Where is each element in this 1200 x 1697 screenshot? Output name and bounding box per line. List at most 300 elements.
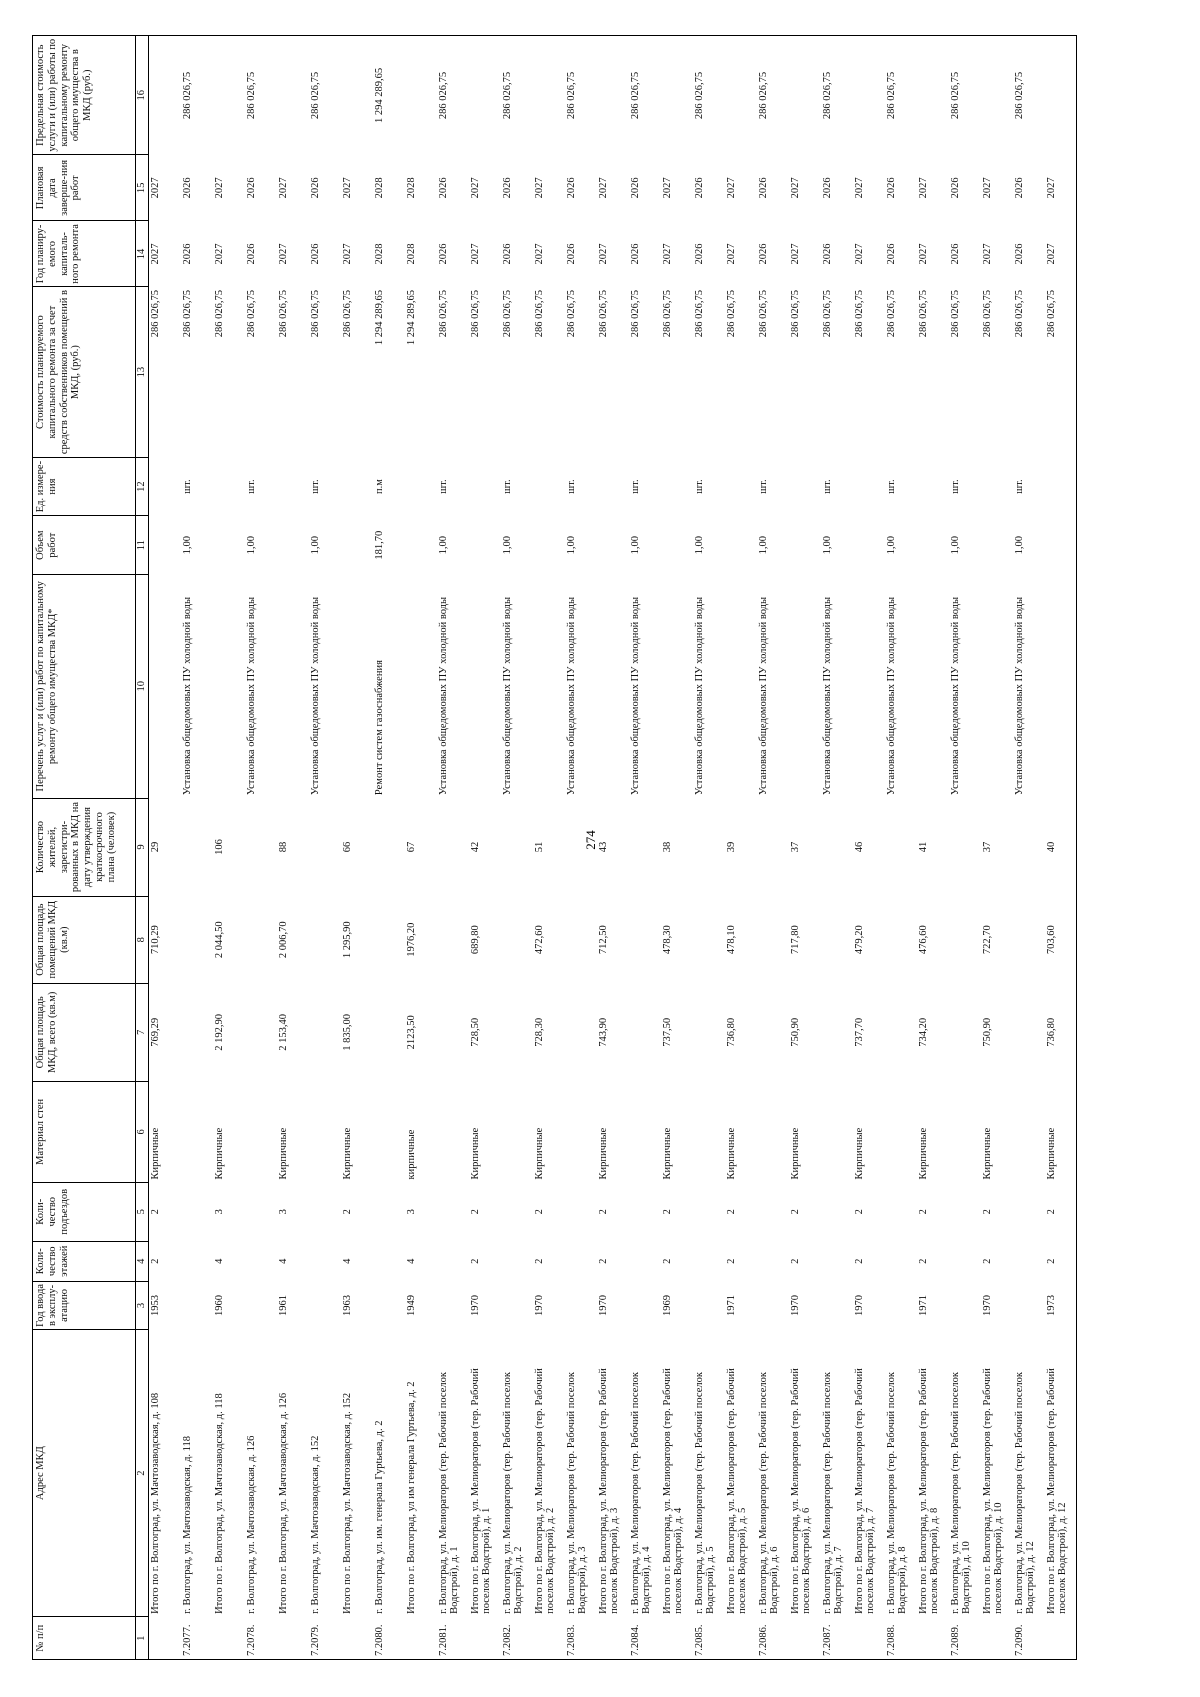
cell-completion-date: 2026 xyxy=(565,177,577,199)
cell-completion-date: 2027 xyxy=(725,177,737,199)
cell-address: г. Волгоград, ул. Мелиораторов (тер. Рабочий поселок Водстрой), д. 2 xyxy=(501,1372,525,1614)
cell-work-volume xyxy=(277,516,309,575)
cell-entrances xyxy=(949,1182,981,1241)
cell-works-list: Установка общедомовых ПУ холодной воды xyxy=(629,596,641,796)
cell-total-area xyxy=(821,983,853,1081)
cell-total-area: 2 153,40 xyxy=(277,1013,289,1051)
cell-residents xyxy=(757,798,789,896)
cell-completion-date: 2027 xyxy=(597,177,609,199)
cell-cost: 286 026,75 xyxy=(213,289,225,338)
cell-number xyxy=(789,1617,821,1660)
cell-unit xyxy=(277,457,309,516)
cell-cost: 1 294 289,65 xyxy=(405,289,417,346)
cell-number: 7.2077. xyxy=(181,1617,213,1660)
cell-works-list xyxy=(597,574,629,798)
cell-total-area: 728,30 xyxy=(533,1017,545,1047)
cell-max-cost xyxy=(341,36,373,155)
header-cell-number: № п/п xyxy=(33,1617,136,1660)
cell-address: Итого по г. Волгоград, ул. Мелиораторов (тер. Рабочий поселок Водстрой), д. 7 xyxy=(853,1368,877,1614)
table-row xyxy=(789,36,821,1660)
column-number: 1 xyxy=(136,1617,149,1660)
cell-cost: 286 026,75 xyxy=(661,289,673,338)
header-cell-floors: Коли-чество этажей xyxy=(33,1241,136,1281)
cell-cost: 286 026,75 xyxy=(565,289,577,338)
cell-completion-date: 2027 xyxy=(1045,155,1077,221)
table-row xyxy=(373,36,405,1660)
cell-unit: шт. xyxy=(693,479,705,494)
cell-address: Итого по г. Волгоград, ул. Мелиораторов (тер. Рабочий поселок Водстрой), д. 6 xyxy=(789,1368,813,1614)
cell-repair-year: 2026 xyxy=(629,243,641,265)
header-cell-completion-date: Плановая дата заверше-ния работ xyxy=(33,155,136,221)
cell-repair-year: 2026 xyxy=(949,243,961,265)
cell-unit: п.м xyxy=(373,479,385,495)
cell-works-list xyxy=(661,574,693,798)
cell-floors xyxy=(1013,1241,1045,1281)
cell-repair-year: 2027 xyxy=(597,243,609,265)
cell-premises-area xyxy=(565,896,597,983)
cell-completion-date: 2027 xyxy=(661,177,673,199)
cell-entrances xyxy=(373,1182,405,1241)
cell-works-list: Установка общедомовых ПУ холодной воды xyxy=(757,596,769,796)
cell-repair-year: 2027 xyxy=(917,243,929,265)
header-cell-residents: Количество жителей, зарегистри-рованных в МКД на дату утверждения краткосрочного плана (человек) xyxy=(33,798,136,896)
cell-year-built xyxy=(245,1281,277,1329)
cell-completion-date: 2026 xyxy=(821,177,833,199)
cell-repair-year: 2026 xyxy=(309,243,321,265)
cell-work-volume: 1,00 xyxy=(181,535,193,555)
cell-completion-date: 2026 xyxy=(885,177,897,199)
cell-residents: 67 xyxy=(405,841,417,853)
cell-floors xyxy=(565,1241,597,1281)
cell-work-volume: 1,00 xyxy=(821,535,833,555)
cell-cost: 286 026,75 xyxy=(1013,289,1025,338)
cell-residents xyxy=(949,798,981,896)
cell-max-cost xyxy=(661,36,693,155)
header-cell-work-volume: Объем работ xyxy=(33,516,136,575)
cell-address: г. Волгоград, ул. Мачтозаводская, д. 118 xyxy=(181,1435,193,1614)
cell-works-list xyxy=(213,574,245,798)
cell-address: г. Волгоград, ул. Мелиораторов (тер. Рабочий поселок Водстрой), д. 7 xyxy=(821,1372,845,1614)
cell-year-built xyxy=(885,1281,917,1329)
cell-max-cost xyxy=(789,36,821,155)
cell-work-volume: 1,00 xyxy=(1013,535,1025,555)
cell-premises-area: 712,50 xyxy=(597,925,609,955)
cell-floors: 2 xyxy=(661,1258,673,1264)
cell-total-area xyxy=(1013,983,1045,1081)
cell-unit: шт. xyxy=(565,479,577,494)
cell-entrances: 2 xyxy=(469,1209,481,1215)
cell-cost: 286 026,75 xyxy=(949,289,961,338)
column-number: 15 xyxy=(136,155,149,221)
cell-premises-area xyxy=(693,896,725,983)
cell-total-area xyxy=(437,983,469,1081)
cell-number xyxy=(917,1617,949,1660)
cell-number: 7.2088. xyxy=(885,1617,917,1660)
cell-residents xyxy=(437,798,469,896)
cell-works-list xyxy=(533,574,565,798)
cell-max-cost xyxy=(853,36,885,155)
cell-works-list xyxy=(981,574,1013,798)
cell-entrances xyxy=(821,1182,853,1241)
table-row xyxy=(245,36,277,1660)
cell-works-list: Установка общедомовых ПУ холодной воды xyxy=(501,596,513,796)
cell-work-volume: 1,00 xyxy=(501,535,513,555)
table-row xyxy=(181,36,213,1660)
cell-residents: 66 xyxy=(341,841,353,853)
cell-cost: 286 026,75 xyxy=(821,289,833,338)
cell-premises-area: 710,29 xyxy=(150,925,161,955)
cell-works-list: Установка общедомовых ПУ холодной воды xyxy=(437,596,449,796)
cell-unit xyxy=(533,457,565,516)
cell-number xyxy=(149,1617,181,1660)
cell-work-volume: 1,00 xyxy=(245,535,257,555)
cell-year-built xyxy=(373,1281,405,1329)
cell-work-volume: 1,00 xyxy=(949,535,961,555)
header-cell-max-cost: Предельная стоимость услуги и (или) работы по капитальному ремонту общего имущества в МКД (руб.) xyxy=(33,36,136,155)
cell-work-volume xyxy=(469,516,501,575)
cell-number xyxy=(213,1617,245,1660)
cell-max-cost: 286 026,75 xyxy=(693,36,725,155)
cell-cost: 286 026,75 xyxy=(245,289,257,338)
cell-floors xyxy=(693,1241,725,1281)
cell-cost: 286 026,75 xyxy=(597,289,609,338)
cell-work-volume xyxy=(981,516,1013,575)
cell-wall-material: Кирпичные xyxy=(277,1127,289,1180)
cell-entrances xyxy=(1013,1182,1045,1241)
cell-number xyxy=(469,1617,501,1660)
cell-max-cost xyxy=(981,36,1013,155)
cell-repair-year: 2027 xyxy=(213,243,225,265)
cell-unit xyxy=(149,457,181,516)
cell-completion-date: 2026 xyxy=(245,177,257,199)
cell-completion-date: 2027 xyxy=(213,177,225,199)
cell-year-built: 1960 xyxy=(213,1294,225,1316)
cell-cost: 286 026,75 xyxy=(181,289,193,338)
cell-premises-area xyxy=(757,896,789,983)
cell-premises-area: 1 295,90 xyxy=(341,921,353,959)
cell-floors xyxy=(885,1241,917,1281)
table-row xyxy=(501,36,533,1660)
cell-number: 7.2083. xyxy=(565,1617,597,1660)
cell-unit xyxy=(405,457,437,516)
cell-works-list xyxy=(149,574,181,798)
cell-total-area: 750,90 xyxy=(789,1017,801,1047)
cell-completion-date: 2026 xyxy=(757,177,769,199)
cell-year-built: 1949 xyxy=(405,1294,417,1316)
column-number: 7 xyxy=(136,983,149,1081)
cell-total-area: 750,90 xyxy=(981,1017,993,1047)
cell-address: г. Волгоград, ул. Мачтозаводская, д. 152 xyxy=(309,1435,321,1614)
cell-max-cost: 286 026,75 xyxy=(885,36,917,155)
cell-work-volume: 1,00 xyxy=(757,535,769,555)
cell-repair-year: 2027 xyxy=(341,243,353,265)
cell-residents xyxy=(1013,798,1045,896)
cell-work-volume: 1,00 xyxy=(629,535,641,555)
table-row xyxy=(1045,36,1077,1660)
header-cell-works-list: Перечень услуг и (или) работ по капитальному ремонту общего имущества МКД* xyxy=(33,574,136,798)
cell-wall-material: Кирпичные xyxy=(725,1127,737,1180)
cell-floors: 4 xyxy=(213,1258,225,1264)
cell-work-volume xyxy=(789,516,821,575)
cell-premises-area: 479,20 xyxy=(853,925,865,955)
cell-address: Итого по г. Волгоград, ул. Мелиораторов (тер. Рабочий поселок Водстрой), д. 3 xyxy=(597,1368,621,1614)
cell-residents xyxy=(565,798,597,896)
cell-unit: шт. xyxy=(181,479,193,494)
cell-completion-date: 2027 xyxy=(789,177,801,199)
cell-completion-date: 2027 xyxy=(277,177,289,199)
cell-wall-material xyxy=(693,1081,725,1182)
page-number: 274 xyxy=(583,830,598,850)
cell-max-cost: 286 026,75 xyxy=(565,36,597,155)
cell-cost: 286 026,75 xyxy=(981,289,993,338)
cell-work-volume xyxy=(149,516,181,575)
cell-address: Итого по г. Волгоград, ул. Мелиораторов (тер. Рабочий поселок Водстрой), д. 4 xyxy=(661,1368,685,1614)
cell-unit xyxy=(1045,457,1077,516)
cell-completion-date: 2027 xyxy=(469,177,481,199)
cell-floors xyxy=(949,1241,981,1281)
cell-floors: 2 xyxy=(533,1258,545,1264)
cell-premises-area: 703,60 xyxy=(1045,896,1077,983)
cell-entrances: 2 xyxy=(789,1209,801,1215)
cell-entrances: 2 xyxy=(917,1209,929,1215)
cell-year-built: 1971 xyxy=(725,1294,737,1316)
cell-cost: 286 026,75 xyxy=(885,289,897,338)
cell-residents xyxy=(309,798,341,896)
cell-cost: 286 026,75 xyxy=(277,289,289,338)
cell-repair-year: 2026 xyxy=(757,243,769,265)
cell-year-built: 1969 xyxy=(661,1294,673,1316)
cell-entrances xyxy=(885,1182,917,1241)
column-number: 13 xyxy=(136,287,149,457)
cell-max-cost xyxy=(725,36,757,155)
cell-completion-date: 2026 xyxy=(181,177,193,199)
cell-unit xyxy=(725,457,757,516)
header-cell-unit: Ед. измере-ния xyxy=(33,457,136,516)
cell-repair-year: 2026 xyxy=(693,243,705,265)
cell-premises-area xyxy=(1013,896,1045,983)
cell-unit: шт. xyxy=(629,479,641,494)
cell-entrances: 3 xyxy=(277,1209,289,1215)
cell-entrances xyxy=(693,1182,725,1241)
table-row xyxy=(629,36,661,1660)
cell-address: Итого по г. Волгоград, ул им генерала Гуртьева, д. 2 xyxy=(405,1381,417,1614)
cell-year-built xyxy=(821,1281,853,1329)
cell-number: 7.2081. xyxy=(437,1617,469,1660)
cell-number xyxy=(661,1617,693,1660)
cell-premises-area: 689,80 xyxy=(469,925,481,955)
header-cell-entrances: Коли-чество подъездов xyxy=(33,1182,136,1241)
cell-works-list: Ремонт систем газоснабжения xyxy=(373,660,385,796)
cell-works-list xyxy=(853,574,885,798)
cell-works-list: Установка общедомовых ПУ холодной воды xyxy=(693,596,705,796)
column-number: 12 xyxy=(136,457,149,516)
cell-work-volume xyxy=(533,516,565,575)
cell-repair-year: 2027 xyxy=(725,243,737,265)
cell-works-list: Установка общедомовых ПУ холодной воды xyxy=(1013,596,1025,796)
cell-work-volume: 1,00 xyxy=(693,535,705,555)
cell-address: г. Волгоград, ул. им. генерала Гурtьева, д. 2 xyxy=(373,1420,385,1614)
cell-max-cost xyxy=(469,36,501,155)
cell-entrances: 2 xyxy=(533,1209,545,1215)
header-cell-premises-area: Общая площадь помещений МКД (кв.м) xyxy=(33,896,136,983)
cell-residents xyxy=(885,798,917,896)
table-row xyxy=(309,36,341,1660)
cell-works-list xyxy=(405,574,437,798)
cell-year-built xyxy=(757,1281,789,1329)
cell-entrances xyxy=(757,1182,789,1241)
cell-max-cost xyxy=(213,36,245,155)
cell-total-area xyxy=(757,983,789,1081)
cell-unit xyxy=(661,457,693,516)
cell-unit xyxy=(469,457,501,516)
cell-floors xyxy=(309,1241,341,1281)
cell-wall-material: Кирпичные xyxy=(853,1127,865,1180)
cell-floors xyxy=(437,1241,469,1281)
cell-year-built: 1970 xyxy=(533,1294,545,1316)
cell-max-cost: 286 026,75 xyxy=(501,36,533,155)
cell-cost: 286 026,75 xyxy=(917,289,929,338)
cell-total-area xyxy=(373,983,405,1081)
cell-cost: 286 026,75 xyxy=(437,289,449,338)
cell-wall-material: Кирпичные xyxy=(661,1127,673,1180)
cell-entrances: 2 xyxy=(853,1209,865,1215)
cell-residents: 39 xyxy=(725,841,737,853)
header-cell-year-built: Год ввода в эксплу-атацию xyxy=(33,1281,136,1329)
cell-total-area: 737,50 xyxy=(661,1017,673,1047)
cell-year-built: 1970 xyxy=(981,1294,993,1316)
cell-total-area: 737,70 xyxy=(853,1017,865,1047)
rotated-page xyxy=(32,35,1200,1660)
cell-premises-area: 1976,20 xyxy=(405,922,417,957)
cell-year-built: 1953 xyxy=(150,1294,161,1316)
cell-entrances xyxy=(501,1182,533,1241)
table-row xyxy=(437,36,469,1660)
cell-max-cost: 286 026,75 xyxy=(309,36,341,155)
table-row xyxy=(597,36,629,1660)
cell-repair-year: 2026 xyxy=(565,243,577,265)
cell-address: г. Волгоград, ул. Мачтозаводская, д. 126 xyxy=(245,1435,257,1614)
cell-year-built xyxy=(565,1281,597,1329)
cell-cost: 286 026,75 xyxy=(757,289,769,338)
cell-cost: 286 026,75 xyxy=(693,289,705,338)
column-number: 4 xyxy=(136,1241,149,1281)
cell-floors xyxy=(501,1241,533,1281)
cell-work-volume xyxy=(1045,516,1077,575)
header-cell-wall-material: Материал стен xyxy=(33,1081,136,1182)
header-cell-total-area: Общая площадь МКД, всего (кв.м) xyxy=(33,983,136,1081)
cell-completion-date: 2027 xyxy=(917,177,929,199)
cell-floors: 2 xyxy=(981,1258,993,1264)
cell-unit: шт. xyxy=(821,479,833,494)
cell-year-built: 1970 xyxy=(789,1294,801,1316)
cell-total-area xyxy=(181,983,213,1081)
cell-max-cost xyxy=(533,36,565,155)
cell-residents: 40 xyxy=(1045,798,1077,896)
cell-work-volume: 181,70 xyxy=(373,530,385,560)
cell-completion-date: 2027 xyxy=(341,177,353,199)
cell-works-list xyxy=(1045,574,1077,798)
cell-cost: 286 026,75 xyxy=(469,289,481,338)
column-number: 14 xyxy=(136,221,149,287)
cell-unit: шт. xyxy=(885,479,897,494)
cell-address: г. Волгоград, ул. Мелиораторов (тер. Рабочий поселок Водстрой), д. 10 xyxy=(949,1372,973,1614)
cell-wall-material: кирпичные xyxy=(405,1129,417,1180)
cell-address: г. Волгоград, ул. Мелиораторов (тер. Рабочий поселок Водстрой), д. 1 xyxy=(437,1372,461,1614)
cell-repair-year: 2028 xyxy=(373,243,385,265)
cell-address: Итого по г. Волгоград, ул. Мелиораторов (тер. Рабочий поселок Водстрой), д. 2 xyxy=(533,1368,557,1614)
cell-wall-material: Кирпичные xyxy=(789,1127,801,1180)
table-row xyxy=(661,36,693,1660)
cell-works-list: Установка общедомовых ПУ холодной воды xyxy=(821,596,833,796)
cell-entrances: 3 xyxy=(213,1209,225,1215)
cell-floors: 2 xyxy=(725,1258,737,1264)
cell-entrances xyxy=(181,1182,213,1241)
table-row xyxy=(949,36,981,1660)
cell-premises-area xyxy=(949,896,981,983)
cell-work-volume xyxy=(725,516,757,575)
cell-entrances xyxy=(309,1182,341,1241)
cell-wall-material xyxy=(181,1081,213,1182)
cell-max-cost: 286 026,75 xyxy=(181,36,213,155)
column-number: 2 xyxy=(136,1329,149,1617)
cell-cost: 286 026,75 xyxy=(341,289,353,338)
cell-address: г. Волгоград, ул. Мелиораторов (тер. Рабочий поселок Водстрой), д. 12 xyxy=(1013,1372,1037,1614)
cell-total-area xyxy=(501,983,533,1081)
cell-repair-year: 2026 xyxy=(245,243,257,265)
cell-total-area: 736,80 xyxy=(1045,983,1077,1081)
cell-number xyxy=(725,1617,757,1660)
cell-premises-area: 478,10 xyxy=(725,925,737,955)
column-number: 5 xyxy=(136,1182,149,1241)
cell-repair-year: 2026 xyxy=(181,243,193,265)
cell-premises-area xyxy=(437,896,469,983)
cell-residents xyxy=(181,798,213,896)
cell-address: г. Волгоград, ул. Мелиораторов (тер. Рабочий поселок Водстрой), д. 6 xyxy=(757,1372,781,1614)
column-number-row xyxy=(136,36,149,1660)
table-body xyxy=(149,36,1077,1660)
cell-residents xyxy=(629,798,661,896)
cell-unit: шт. xyxy=(309,479,321,494)
cell-residents: 88 xyxy=(277,841,289,853)
cell-wall-material: Кирпичные xyxy=(1045,1081,1077,1182)
cell-premises-area xyxy=(309,896,341,983)
cell-total-area xyxy=(949,983,981,1081)
cell-floors: 2 xyxy=(917,1258,929,1264)
cell-wall-material: Кирпичные xyxy=(533,1127,545,1180)
cell-residents: 37 xyxy=(981,841,993,853)
cell-number: 7.2087. xyxy=(821,1617,853,1660)
cell-year-built: 1971 xyxy=(917,1294,929,1316)
cell-total-area xyxy=(565,983,597,1081)
cell-works-list: Установка общедомовых ПУ холодной воды xyxy=(885,596,897,796)
cell-entrances: 2 xyxy=(725,1209,737,1215)
column-number: 9 xyxy=(136,798,149,896)
cell-repair-year: 2027 xyxy=(469,243,481,265)
cell-cost: 286 026,75 xyxy=(1045,287,1077,457)
table-row xyxy=(341,36,373,1660)
cell-max-cost xyxy=(1045,36,1077,155)
cell-unit xyxy=(789,457,821,516)
table-row xyxy=(469,36,501,1660)
cell-works-list: Установка общедомовых ПУ холодной воды xyxy=(245,596,257,796)
cell-floors: 4 xyxy=(277,1258,289,1264)
cell-repair-year: 2027 xyxy=(1045,221,1077,287)
cell-work-volume xyxy=(597,516,629,575)
cell-floors: 2 xyxy=(469,1258,481,1264)
cell-entrances xyxy=(437,1182,469,1241)
cell-completion-date: 2027 xyxy=(150,177,161,199)
cell-work-volume xyxy=(341,516,373,575)
